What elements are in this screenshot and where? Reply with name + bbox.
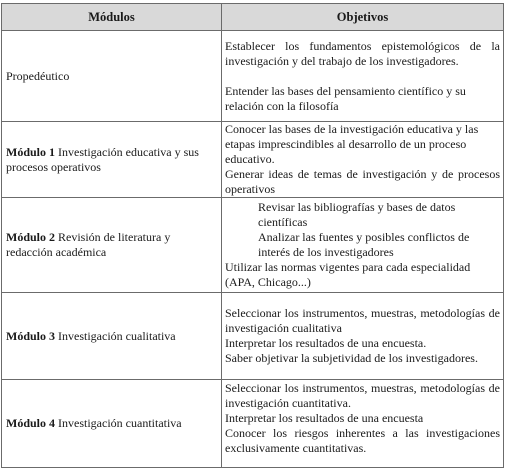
objectives-cell — [222, 293, 504, 380]
table-row — [2, 122, 504, 198]
module-cell — [2, 293, 222, 380]
module-title: Investigación cualitativa — [55, 328, 176, 343]
module-title: Investigación educativa y sus procesos operativos — [6, 144, 199, 174]
module-cell — [2, 31, 222, 122]
objective-item-text: Analizar las fuentes y posibles conflictos de interés de los investigadores — [258, 230, 470, 259]
modules-table — [1, 3, 504, 468]
module-number: Módulo 1 — [6, 144, 56, 159]
objective-item: Entender las bases del pensamiento científico y su relación con la filosofía — [225, 83, 466, 113]
objective-item: Revisar las bibliografías y bases de datos científicas — [258, 200, 456, 229]
objectives-cell — [222, 380, 504, 468]
objective-item: Conocer los riesgos inherentes a las investigaciones exclusivamente cuantitativas. — [225, 426, 500, 455]
table-row — [2, 198, 504, 293]
table-row — [2, 380, 504, 468]
objective-item: Conocer las bases de la investigación educativa y las etapas imprescindibles al desarrollo de un proceso educativo. — [225, 122, 479, 166]
module-cell — [2, 198, 222, 293]
objectives-cell — [222, 31, 504, 122]
module-title: Investigación cuantitativa — [55, 416, 182, 430]
module-number: Módulo 2 — [6, 230, 56, 244]
objective-item: Interpretar los resultados de una encuesta — [225, 411, 424, 425]
module-title: Propedéutico — [6, 68, 70, 83]
objectives-cell — [222, 198, 504, 293]
table-header-row — [2, 4, 504, 31]
module-cell — [2, 122, 222, 198]
objective-item: Seleccionar los instrumentos, muestras, metodologías de investigación cualitativa — [225, 306, 500, 335]
objective-item: Establecer los fundamentos epistemológicos de la investigación y del trabajo de los investigadores. — [225, 38, 500, 68]
header-modulos: Módulos — [2, 4, 222, 31]
module-cell — [2, 380, 222, 468]
module-number: Módulo 3 — [6, 328, 56, 343]
objective-item: Utilizar las normas vigentes para cada especialidad (APA, Chicago...) — [225, 260, 471, 289]
objective-item: Saber objetivar la subjetividad de los investigadores. — [225, 351, 478, 365]
objectives-cell — [222, 122, 504, 198]
module-number: Módulo 4 — [6, 416, 56, 430]
objective-item: Generar ideas de temas de investigación y de procesos operativos — [225, 167, 500, 196]
module-title: Revisión de literatura y redacción académica — [6, 230, 171, 259]
table-row — [2, 31, 504, 122]
objective-item: Seleccionar los instrumentos, muestras, metodologías de investigación cuantitativa. — [225, 381, 500, 410]
header-objetivos: Objetivos — [222, 4, 504, 31]
objective-item — [225, 230, 500, 260]
table-row — [2, 293, 504, 380]
objective-item: Interpretar los resultados de una encuesta. — [225, 336, 427, 350]
